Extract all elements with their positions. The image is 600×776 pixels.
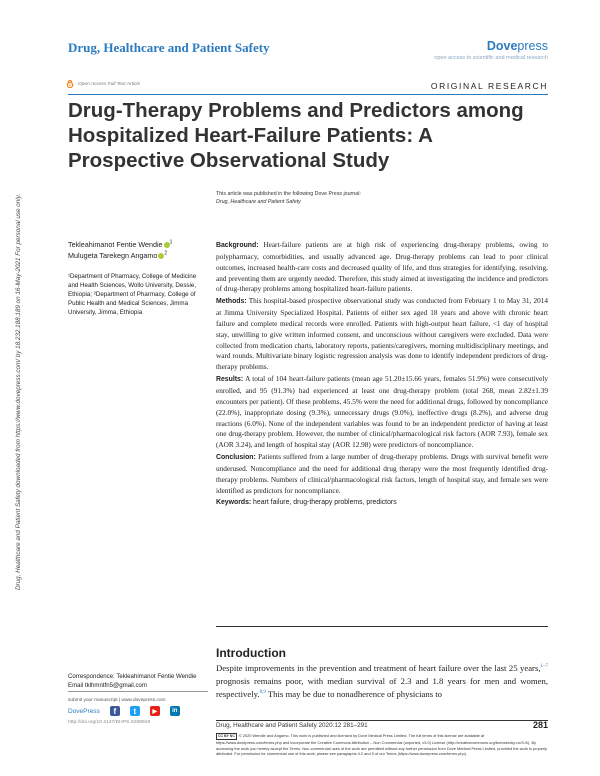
introduction-text-1: Despite improvements in the prevention and treatment of heart failure over the last 25 years, <box>216 663 541 673</box>
article-type: ORIGINAL RESEARCH <box>430 81 548 91</box>
author-1-affil-ref: 1 <box>169 239 173 246</box>
introduction-heading: Introduction <box>216 646 286 660</box>
cc-license-badge[interactable]: CC BY NC <box>216 733 237 740</box>
introduction-text-3: This may be due to nonadherence of physicians to <box>265 689 443 700</box>
affiliations: ¹Department of Pharmacy, College of Medicine and Health Sciences, Wollo University, Dessie, Ethiopia; ²Department of Pharmacy, College of Public Health and Medical Sciences, Jimma University, Jimma, Ethiopia <box>68 273 197 316</box>
introduction-text-2: prognosis remains poor, with median survival of 2.3 and 1.8 years for men and women, respectively. <box>216 676 548 700</box>
publisher-logo-part2: press <box>517 39 548 53</box>
author-2 <box>68 251 208 262</box>
youtube-icon[interactable]: ▶ <box>150 706 160 716</box>
article-title: Drug-Therapy Problems and Predictors among Hospitalized Heart-Failure Patients: A Prospective Observational Study <box>68 99 524 172</box>
open-access-label: Open Access Full Text Article <box>78 81 141 87</box>
abstract-methods <box>216 296 548 373</box>
publisher-tagline: open access to scientific and medical research <box>434 55 548 61</box>
correspondence-divider <box>68 691 208 692</box>
download-stamp-text: Drug, Healthcare and Patient Safety downloaded from https://www.dovepress.com/ by 18.232.188.189 on 16-May-2021 For personal use only. <box>15 193 22 590</box>
citation-ref-1[interactable]: 1–7 <box>540 664 548 670</box>
author-1-name[interactable]: Tekleahimanot Fentie Wendie <box>68 240 163 249</box>
footer-divider <box>216 720 548 721</box>
correspondence-label: Correspondence: Tekleahimanot Fentie Wendie <box>68 673 197 680</box>
doi-link[interactable]: http://doi.org/10.2147/DHPS.S268919 <box>68 720 151 725</box>
introduction-divider <box>216 626 548 627</box>
abstract-conclusion-label: Conclusion: <box>216 454 256 462</box>
abstract-methods-label: Methods: <box>216 298 247 306</box>
published-in-note <box>216 190 361 206</box>
open-access-row <box>66 80 140 88</box>
dovepress-brand[interactable]: DovePress <box>68 707 100 715</box>
abstract <box>216 240 548 510</box>
header-divider <box>68 94 548 95</box>
license-notice <box>216 733 548 757</box>
open-access-lock-icon <box>66 80 74 88</box>
citation-ref-2[interactable]: 8,9 <box>259 690 266 696</box>
author-1 <box>68 240 208 251</box>
abstract-background <box>216 240 548 295</box>
abstract-results-label: Results: <box>216 376 244 384</box>
publisher-logo[interactable] <box>487 39 548 53</box>
footer-journal-citation: Drug, Healthcare and Patient Safety 2020:12 281–291 <box>216 722 368 729</box>
abstract-results-text: A total of 104 heart-failure patients (mean age 51.20±15.66 years, females 51.9%) were consecutively enrolled, and 95 (91.3%) had experienced at least one drug-therapy problem (total 268, mean 2.82±1.39 encounters per patient). Of these problems, 45.5% were the need for additional drugs, followed by noncompliance (22.0%), inappropriate dosing (9.3%), unnecessary drugs (9.0%), ineffective drugs (8.2%), and adverse drug reactions (6.0%). None of the independent variables was found to be an independent predictor of having at least one drug-therapy problem. However, the number of clinical/pharmacological risk factors (AOR 7.93), female sex (AOR 3.24), and length of hospital stay (AOR 12.98) were predictors of noncompliance. <box>216 375 548 450</box>
twitter-icon[interactable]: t <box>130 706 140 716</box>
abstract-background-label: Background: <box>216 242 259 249</box>
license-text: © 2020 Wendie and Angamo. This work is published and licensed by Dove Medical Press Limited. The full terms of this license are available at https://www.dovepress.com/terms.php and incorporate the Creative Commons Attribution – Non Commercial (unported, v3.0) License (http://creativecommons.org/licenses/by-nc/3.0/). By accessing the work you hereby accept the Terms. Non-commercial uses of the work are permitted without any further permission from Dove Medical Press Limited, provided the work is properly attributed. For permission for commercial use of this work, please see paragraphs 4.2 and 5 of our Terms (https://www.dovepress.com/terms.php). <box>216 733 547 757</box>
abstract-keywords <box>216 497 548 509</box>
correspondence <box>68 672 208 692</box>
abstract-keywords-label: Keywords: <box>216 499 252 507</box>
facebook-icon[interactable]: f <box>110 706 120 716</box>
introduction-text <box>216 662 548 702</box>
submit-manuscript-link[interactable]: submit your manuscript | www.dovepress.com <box>68 698 166 703</box>
abstract-background-text: Heart-failure patients are at high risk of experiencing drug-therapy problems, owing to polypharmacy, comorbidities, and usually advanced age. Drug-therapy problems can lead to poor clinical outcomes, increased health-care costs and decreased quality of life, and thus strategies for identifying, resolving, and preventing them are urgently needed. Therefore, this study aimed at investigating the incidence and predictors of drug-therapy problems among hospitalized heart-failure patients. <box>216 241 549 294</box>
published-in-line: This article was published in the following Dove Press journal: <box>216 191 361 197</box>
abstract-conclusion <box>216 452 548 496</box>
author-list <box>68 240 208 261</box>
abstract-conclusion-text: Patients suffered from a large number of drug-therapy problems. Drugs with survival benefit were underused. Noncompliance and the need for additional drug therapy were the most frequently identified drug-therapy problems. Numbers of clinical/pharmacological risk factors, length of hospital stay, and female sex were identified as predictors for noncompliance. <box>216 453 549 495</box>
correspondence-email[interactable]: Email tklhmntfn5@gmail.com <box>68 682 147 689</box>
published-in-journal[interactable]: Drug, Healthcare and Patient Safety <box>216 199 301 205</box>
linkedin-icon[interactable]: in <box>170 706 180 716</box>
abstract-keywords-text: heart failure, drug-therapy problems, predictors <box>253 499 397 507</box>
author-2-affil-ref: 2 <box>164 250 168 257</box>
page-number: 281 <box>532 720 548 730</box>
author-2-name[interactable]: Mulugeta Tarekegn Angamo <box>68 250 158 260</box>
social-links <box>68 706 180 716</box>
abstract-results <box>216 374 548 451</box>
download-stamp <box>14 120 46 590</box>
journal-title: Drug, Healthcare and Patient Safety <box>68 40 270 55</box>
publisher-logo-part1: Dove <box>486 39 518 53</box>
abstract-methods-text: This hospital-based prospective observational study was conducted from February 1 to May 31, 2014 at Jimma University Specialized Hospital. Patients of either sex aged 18 years and above with chronic heart failure and complete medical records were enrolled. Patients with high-output heart failure, <1 day of hospital stay, unwilling to give written informed consent, and unconscious without caregivers were excluded. Data were collected from medication charts, laboratory reports, patients/caregivers, morning multidisciplinary meetings, and ward rounds. Multivariate binary logistic regression analysis was done to identify independent predictors of drug-therapy problems. <box>216 297 548 372</box>
